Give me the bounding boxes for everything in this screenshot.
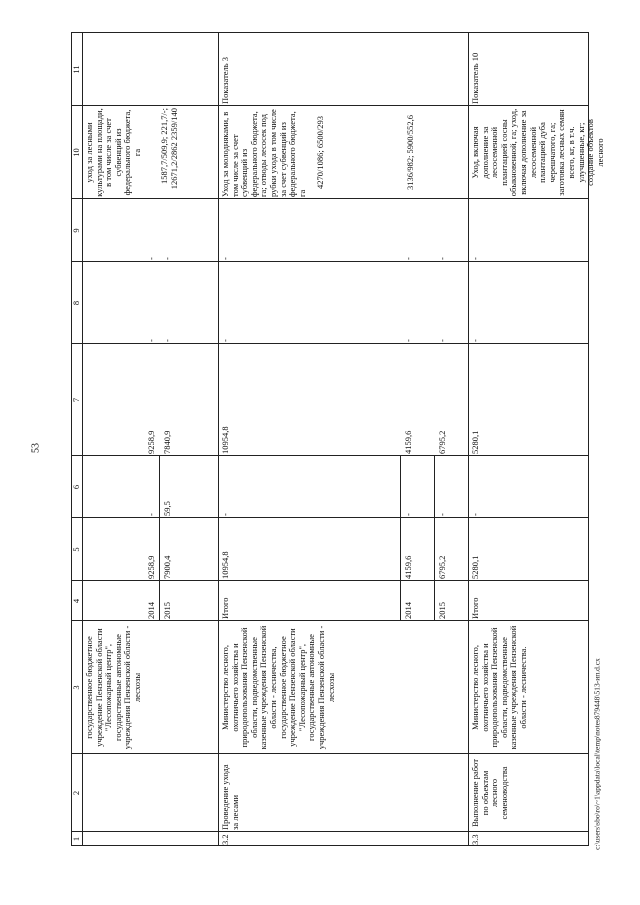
row-3-3-total-col7: 5280,1 xyxy=(470,430,480,454)
top-indicator-text: уход за лесными культурами на площади, в том числе за счет субвенций из федерального бюджета, га xyxy=(84,108,142,197)
row-3-2-total-col9: - xyxy=(220,257,230,260)
top-2015-col6: 59,5 xyxy=(162,501,172,516)
top-2014-col8: - xyxy=(146,339,156,342)
row-3-2-2014-col7: 4159,6 xyxy=(403,430,413,454)
row-3-2-executor-cell xyxy=(221,623,467,752)
row-3-2-2014-col10: 4270/1086; 6500/293 xyxy=(315,116,325,189)
top-2015-col5: 7900,4 xyxy=(162,555,172,579)
top-2014-col9: - xyxy=(146,257,156,260)
top-2015-col7: 7840,9 xyxy=(162,430,172,454)
top-executor-cell xyxy=(85,623,217,752)
top-2014-col5: 9258,9 xyxy=(146,555,156,579)
row-3-2-2015-col9: - xyxy=(437,257,447,260)
row-3-2-2015-col5: 6795,2 xyxy=(437,555,447,579)
row-3-3-total-label: Итого xyxy=(470,597,480,619)
row-3-3-total-col8: - xyxy=(470,339,480,342)
row-3-2-total-col10-cell xyxy=(221,108,311,197)
top-2014-col10 xyxy=(160,108,217,197)
row-3-3-total-col6: - xyxy=(470,513,480,516)
top-2014-col7: 9258,9 xyxy=(146,430,156,454)
row-3-2-total-col6: - xyxy=(220,513,230,516)
row-3-2-executor: Министерство лесного, охотничьего хозяйства и природопользования Пензенской области, подведомственные казенные учреждения Пензенской области - лесничества, государственное бюджетное учреждение Пензенской области "Лесопожарный центр", государственные автономные учреждения Пензенской области - лесхозы xyxy=(220,625,336,750)
row-3-2-total-col7: 10954,8 xyxy=(220,426,230,454)
header-col-7: 7 xyxy=(71,397,81,403)
top-2015-col9: - xyxy=(162,257,172,260)
row-3-2-2014-col8: - xyxy=(403,339,413,342)
row-3-2-2015-col10-cell xyxy=(406,108,428,197)
top-2015-col8: - xyxy=(162,339,172,342)
row-3-3-total-col11: Показатель 10 xyxy=(470,52,480,104)
row-3-2-2015-col6: - xyxy=(437,513,447,516)
row-3-2-2015-col7: 6795,2 xyxy=(437,430,447,454)
row-3-2-total-col11: Показатель 3 xyxy=(220,56,230,104)
header-col-5: 5 xyxy=(71,547,81,552)
row-3-2-name: Проведение ухода за лесами xyxy=(220,764,240,830)
header-col-4: 4 xyxy=(71,598,81,604)
row-3-3-total-col9: - xyxy=(470,257,480,260)
footer-file-path: c:\users\sbo\ro\~1\appdata\local\temp\notes879448\513-ип.d.cx xyxy=(592,658,602,850)
row-3-3-executor-cell xyxy=(471,623,587,752)
header-col-9: 9 xyxy=(71,228,81,233)
top-2014-year: 2014 xyxy=(146,602,156,619)
row-3-2-2014-year: 2014 xyxy=(403,602,413,619)
row-3-2-name-cell xyxy=(221,756,261,830)
row-3-2-2014-col5: 4159,6 xyxy=(403,555,413,579)
header-col-11: 11 xyxy=(71,65,81,74)
top-indicator-cell xyxy=(85,108,159,197)
row-3-3-name: Выполнение работ по объектам лесного семеноводства xyxy=(470,759,509,827)
row-3-2-total-col10: Уход за молодняками, в том числе за счет субвенций из федерального бюджета, га; отводы лесосек под рубки ухода в том числе за счет субвенций из федерального бюджета, га xyxy=(220,109,307,197)
row-3-3-total-col5: 5280,1 xyxy=(470,555,480,579)
row-3-2-number: 3.2 xyxy=(220,834,230,845)
top-2015-year: 2015 xyxy=(162,602,172,619)
row-3-2-2015-col8: - xyxy=(437,339,447,342)
header-col-1: 1 xyxy=(71,836,81,842)
header-col-3: 3 xyxy=(71,685,81,690)
row-3-2-2014-col9: - xyxy=(403,257,413,260)
row-3-3-total-col10-cell xyxy=(470,108,605,197)
top-executor-text: государственное бюджетное учреждение Пензенской области "Лесопожарный центр", государственные автономные учреждения Пензенской области - лесхозы xyxy=(84,625,142,750)
row-3-2-2014-col6: - xyxy=(403,513,413,516)
row-3-2-2015-col10: 3136/982; 5900/552,6 xyxy=(405,114,415,191)
page-number: 53 xyxy=(30,443,42,453)
row-3-3-name-cell xyxy=(471,756,531,830)
row-3-2-total-col5: 10954,8 xyxy=(220,551,230,579)
header-col-10: 10 xyxy=(71,148,81,157)
top-2014-col10-text: 1587,7/509,9; 221,7/-; 12671,2/2862 2359/140 xyxy=(159,108,179,190)
top-2014-col6: - xyxy=(146,513,156,516)
row-3-3-executor: Министерство лесного, охотничьего хозяйства и природопользования Пензенской области, подведомственные казенные учреждения Пензенской области - лесничества. xyxy=(470,625,528,750)
row-3-2-2014-col10-cell xyxy=(316,108,338,197)
row-3-2-total-col8: - xyxy=(220,339,230,342)
header-col-6: 6 xyxy=(71,484,81,490)
header-col-8: 8 xyxy=(71,300,81,306)
row-3-3-number: 3.3 xyxy=(470,834,480,845)
row-3-3-total-col10: Уход, включая дополнение за лесосеменной плантацией сосны обыкновенной, га; уход, включая дополнение за лесосеменной плантацией дуба черешчатого, га; заготовка лесных семян всего, кг, в т.ч. улучшенные, кг; создание объектов лесного xyxy=(470,108,605,197)
row-3-2-2015-year: 2015 xyxy=(437,602,447,619)
header-col-2: 2 xyxy=(71,790,81,796)
row-3-2-total-label: Итого xyxy=(220,597,230,619)
